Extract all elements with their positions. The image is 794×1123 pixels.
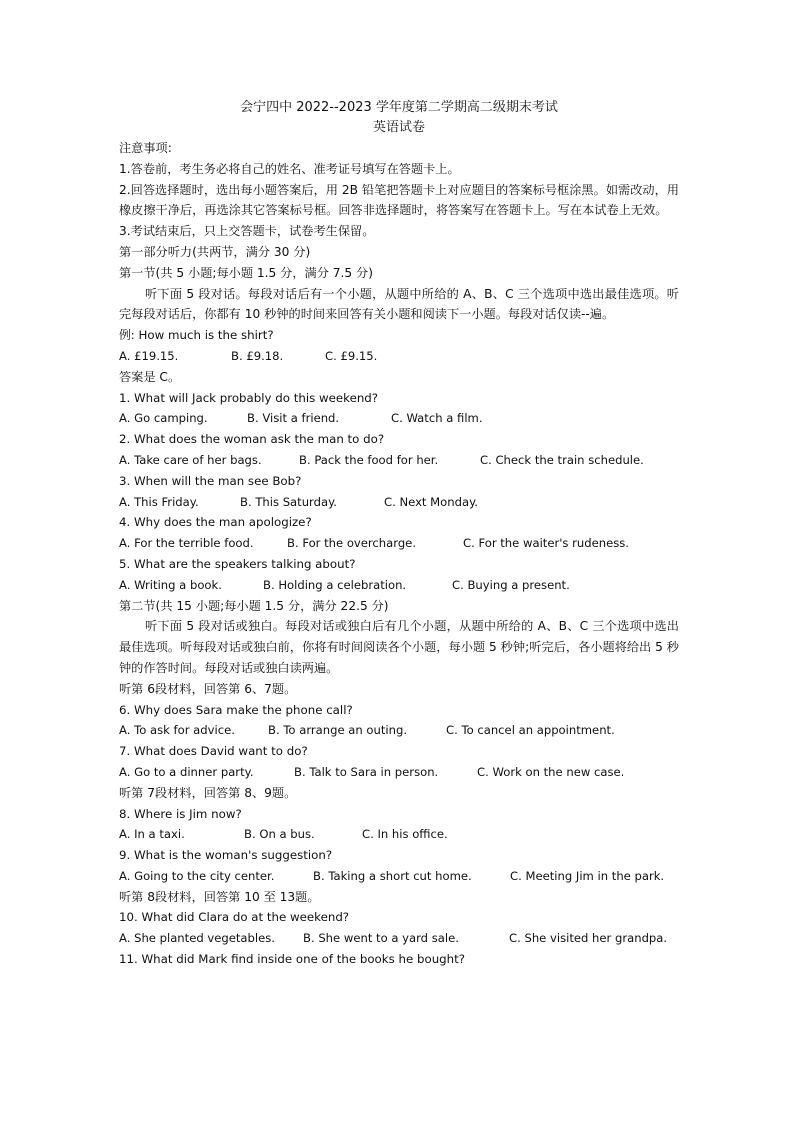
option-a: A. Writing a book. — [119, 577, 222, 592]
section2-instructions: 听下面 5 段对话或独白。每段对话或独白后有几个小题，从题中所给的 A、B、C 三个选项中选出最佳选项。听每段对话或独白前，你将有时间阅读各个小题，每小题 5 秒钟;听完后，各小题将给出 5 秒钟的作答时间。每段对话或独白读两遍。 — [119, 619, 679, 675]
option-b: B. This Saturday. — [240, 494, 337, 509]
question-3-options — [119, 492, 679, 513]
notice-item-1: 1.答卷前，考生务必将自己的姓名、准考证号填写在答题卡上。 — [119, 161, 460, 176]
notice-item-2: 2.回答选择题时，选出每小题答案后，用 2B 铅笔把答题卡上对应题目的答案标号框涂黑。如需改动，用橡皮擦干净后，再选涂其它答案标号框。回答非选择题时，将答案写在答题卡上。写在本试卷上无效。 — [119, 182, 679, 218]
material-6-heading: 听第 6段材料，回答第 6、7题。 — [119, 681, 297, 696]
question-7-options — [119, 762, 679, 783]
question-6: 6. Why does Sara make the phone call? — [119, 702, 353, 717]
option-c: C. Check the train schedule. — [480, 452, 644, 467]
option-b: B. Talk to Sara in person. — [294, 764, 439, 779]
material-7-heading: 听第 7段材料，回答第 8、9题。 — [119, 785, 297, 800]
exam-title: 会宁四中 2022--2023 学年度第二学期高二级期末考试 — [240, 100, 558, 115]
question-9: 9. What is the woman's suggestion? — [119, 848, 333, 863]
example-answer: 答案是 C。 — [119, 369, 181, 384]
question-8-options — [119, 824, 679, 845]
option-c: C. For the waiter's rudeness. — [463, 536, 629, 551]
exam-subtitle: 英语试卷 — [372, 120, 425, 135]
notice-item-3: 3.考试结束后，只上交答题卡，试卷考生保留。 — [119, 224, 375, 239]
option-c: C. £9.15. — [325, 348, 378, 363]
option-a: A. £19.15. — [119, 348, 179, 363]
question-4-options — [119, 533, 679, 554]
question-3: 3. When will the man see Bob? — [119, 473, 302, 488]
question-10-options — [119, 928, 679, 949]
question-1-options — [119, 408, 679, 429]
question-8: 8. Where is Jim now? — [119, 806, 242, 821]
option-c: C. Next Monday. — [384, 494, 478, 509]
section2-heading: 第二节(共 15 小题;每小题 1.5 分，满分 22.5 分) — [119, 598, 389, 613]
option-c: C. Work on the new case. — [477, 764, 625, 779]
option-b: B. Taking a short cut home. — [313, 868, 472, 883]
option-c: C. Watch a film. — [391, 411, 483, 426]
option-c: C. Buying a present. — [452, 577, 570, 592]
option-a: A. Go to a dinner party. — [119, 764, 254, 779]
question-9-options — [119, 866, 679, 887]
option-c: C. To cancel an appointment. — [446, 723, 615, 738]
example-question: 例: How much is the shirt? — [119, 328, 274, 343]
question-5: 5. What are the speakers talking about? — [119, 556, 356, 571]
question-5-options — [119, 575, 679, 596]
option-a: A. Going to the city center. — [119, 868, 275, 883]
option-a: A. Take care of her bags. — [119, 452, 262, 467]
option-b: B. Holding a celebration. — [263, 577, 407, 592]
section1-instructions: 听下面 5 段对话。每段对话后有一个小题，从题中所给的 A、B、C 三个选项中选出最佳选项。听完每段对话后，你都有 10 秒钟的时间来回答有关小题和阅读下一小题。每段对话仅读--遍。 — [119, 286, 679, 322]
option-a: A. To ask for advice. — [119, 723, 235, 738]
question-4: 4. Why does the man apologize? — [119, 515, 312, 530]
material-8-heading: 听第 8段材料，回答第 10 至 13题。 — [119, 889, 320, 904]
question-7: 7. What does David want to do? — [119, 744, 308, 759]
question-10: 10. What did Clara do at the weekend? — [119, 910, 350, 925]
option-b: B. Visit a friend. — [247, 411, 340, 426]
option-a: A. She planted vegetables. — [119, 931, 275, 946]
option-b: B. She went to a yard sale. — [303, 931, 459, 946]
option-c: C. In his office. — [362, 827, 448, 842]
question-6-options — [119, 720, 679, 741]
option-c: C. She visited her grandpa. — [509, 931, 668, 946]
option-b: B. On a bus. — [244, 827, 315, 842]
question-11: 11. What did Mark find inside one of the books he bought? — [119, 952, 466, 967]
question-1: 1. What will Jack probably do this weekend? — [119, 390, 379, 405]
option-b: B. Pack the food for her. — [299, 452, 439, 467]
example-options — [119, 346, 679, 367]
notice-heading: 注意事项: — [119, 141, 172, 155]
question-2: 2. What does the woman ask the man to do? — [119, 432, 385, 447]
option-a: A. This Friday. — [119, 494, 199, 509]
option-b: B. £9.18. — [231, 348, 284, 363]
option-a: A. In a taxi. — [119, 827, 185, 842]
option-b: B. To arrange an outing. — [268, 723, 408, 738]
option-b: B. For the overcharge. — [287, 536, 417, 551]
option-a: A. For the terrible food. — [119, 536, 254, 551]
option-c: C. Meeting Jim in the park. — [510, 868, 665, 883]
section1-heading: 第一节(共 5 小题;每小题 1.5 分，满分 7.5 分) — [119, 265, 374, 280]
option-a: A. Go camping. — [119, 411, 208, 426]
part1-heading: 第一部分听力(共两节，满分 30 分) — [119, 244, 311, 259]
exam-page — [119, 98, 679, 970]
question-2-options — [119, 450, 679, 471]
